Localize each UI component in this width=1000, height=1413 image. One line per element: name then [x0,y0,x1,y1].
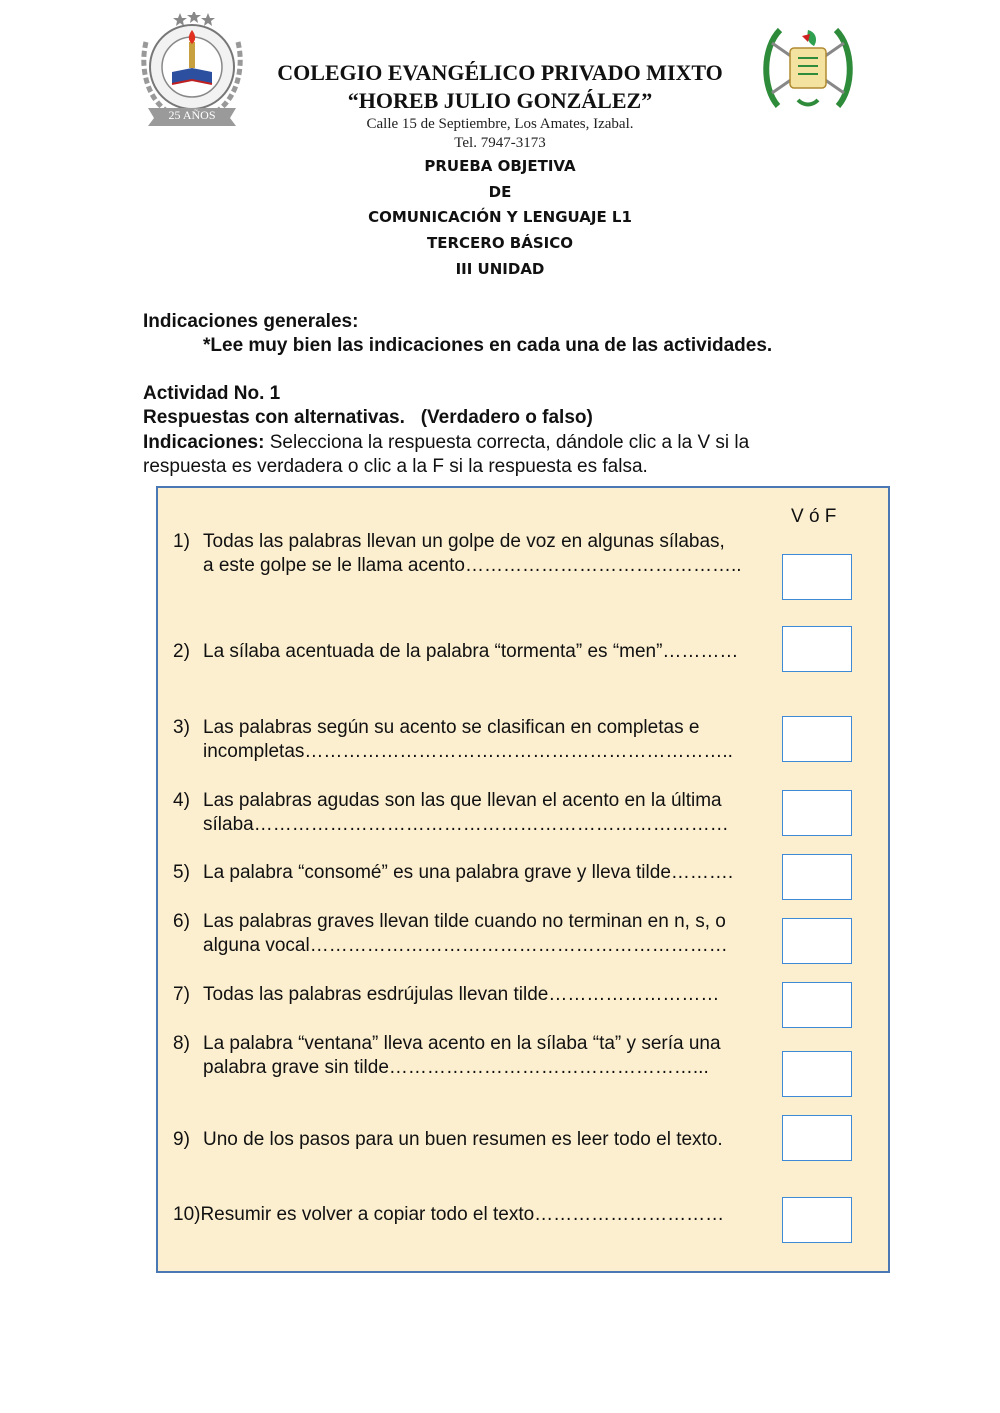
exam-title: PRUEBA OBJETIVA [424,157,576,175]
answer-box-9[interactable] [782,1115,852,1161]
question-text: 10)Resumir es volver a copiar todo el texto………………………… [173,1204,725,1225]
exam-unit: III UNIDAD [455,260,545,278]
question-text: La palabra “consomé” es una palabra grave y lleva tilde………. [203,862,734,883]
question-text: Las palabras graves llevan tilde cuando no terminan en n, s, o alguna vocal………………………………………………………… [203,911,728,956]
logo-badge: 25 AÑOS [168,108,216,122]
answer-box-5[interactable] [782,854,852,900]
question-text: La sílaba acentuada de la palabra “tormenta” es “men”………… [203,641,739,662]
school-phone: Tel. 7947-3173 [454,135,546,151]
exam-subject: COMUNICACIÓN Y LENGUAJE L1 [368,208,632,226]
answer-box-2[interactable] [782,626,852,672]
question-text: Las palabras según su acento se clasifican en completas e incompletas………………………………………………………….. [203,717,733,762]
activity-subtitle: Respuestas con alternativas. (Verdadero o falso) [143,407,593,428]
question-number: 9) [173,1129,190,1150]
question-text: Todas las palabras llevan un golpe de voz en algunas sílabas, a este golpe se le llama acento…………………………………….. [203,531,742,576]
answer-box-6[interactable] [782,918,852,964]
activity-title: Actividad No. 1 [143,383,281,404]
school-name-line2: “HOREB JULIO GONZÁLEZ” [347,88,653,113]
question-text: La palabra “ventana” lleva acento en la sílaba “ta” y sería una palabra grave sin tilde…………………………………………... [203,1033,721,1078]
answer-box-3[interactable] [782,716,852,762]
question-number: 6) [173,911,190,932]
question-number: 7) [173,984,190,1005]
instructions-text: Selecciona la respuesta correcta, dándole clic a la V si la [264,432,750,453]
instructions-label: Indicaciones: [143,432,265,453]
question-text: Uno de los pasos para un buen resumen es leer todo el texto. [203,1129,723,1150]
answer-box-7[interactable] [782,982,852,1028]
exam-title-de: DE [488,183,512,201]
question-number: 1) [173,531,190,552]
activity-instructions-line1 [143,431,749,455]
question-number: 5) [173,862,190,883]
general-instructions-text: *Lee muy bien las indicaciones en cada una de las actividades. [203,335,773,356]
school-name-line1: COLEGIO EVANGÉLICO PRIVADO MIXTO [277,60,723,85]
answer-box-10[interactable] [782,1197,852,1243]
activity-instructions-line2: respuesta es verdadera o clic a la F si la respuesta es falsa. [143,456,648,477]
question-number: 8) [173,1033,190,1054]
question-number: 2) [173,641,190,662]
answer-box-1[interactable] [782,554,852,600]
question-text: Las palabras agudas son las que llevan el acento en la última sílaba………………………………………………………………… [203,790,729,835]
exam-grade: TERCERO BÁSICO [427,234,573,252]
general-instructions-heading: Indicaciones generales: [143,311,359,332]
answer-box-8[interactable] [782,1051,852,1097]
question-number: 4) [173,790,190,811]
question-number: 3) [173,717,190,738]
vof-column-header: V ó F [791,506,837,527]
question-text: Todas las palabras esdrújulas llevan tilde……………………… [203,984,720,1005]
answer-box-4[interactable] [782,790,852,836]
school-address: Calle 15 de Septiembre, Los Amates, Izabal. [366,116,634,132]
